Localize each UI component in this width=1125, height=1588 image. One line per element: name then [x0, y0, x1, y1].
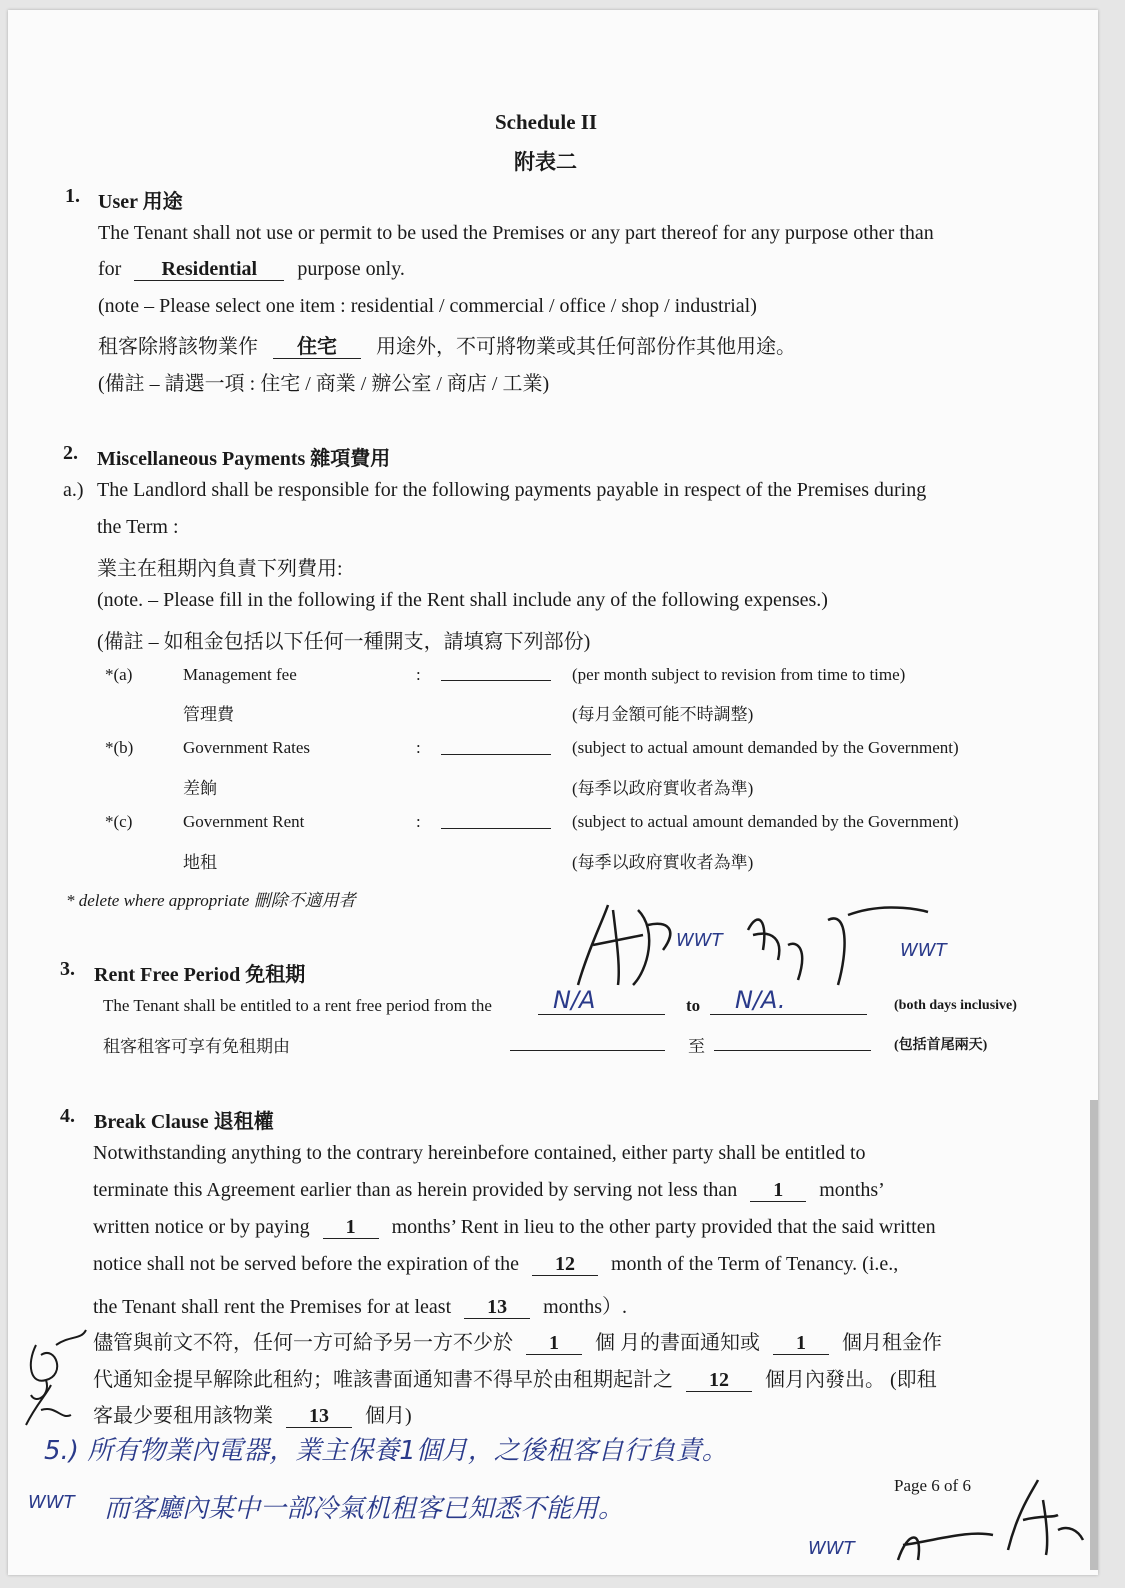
- misc-a-line2: the Term :: [97, 516, 179, 538]
- rent-free-from-value: N/A: [553, 986, 596, 1014]
- schedule-title: Schedule II: [495, 110, 598, 134]
- break-line4-text: notice shall not be served before the expiration of the: [93, 1253, 519, 1275]
- break-line4: [93, 1253, 898, 1276]
- misc-item-b-blank: [441, 754, 551, 755]
- break-line2-text: terminate this Agreement earlier than as herein provided by serving not less than: [93, 1179, 738, 1201]
- user-clause-line1: The Tenant shall not use or permit to be used the Premises or any part thereof for any purpose other than: [98, 222, 934, 244]
- break-line2: [93, 1179, 885, 1202]
- misc-item-b-key: *(b): [105, 738, 134, 757]
- break-zh1-end: 個月租金作: [842, 1332, 942, 1354]
- rent-free-inclusive-zh: (包括首尾兩天): [894, 1038, 988, 1053]
- rent-free-line-en: The Tenant shall be entitled to a rent free period from the: [103, 996, 492, 1015]
- rent-free-line-zh: 租客租客可享有免租期由: [103, 1037, 290, 1056]
- section-2-heading: Miscellaneous Payments 雜項費用: [97, 448, 391, 470]
- section-3-heading: Rent Free Period 免租期: [94, 964, 306, 986]
- misc-item-a-name-zh: 管理費: [183, 705, 234, 724]
- initials-wwt-4: WWT: [808, 1538, 855, 1559]
- break-zh-line3: [93, 1399, 412, 1428]
- rent-free-from-blank-zh: [510, 1050, 665, 1051]
- section-2-number: 2.: [63, 442, 78, 464]
- bottom-signature-stroke: [878, 1510, 998, 1570]
- break-zh2-end: 個月內發出。 (即租: [765, 1369, 937, 1391]
- schedule-title-zh: 附表二: [514, 150, 577, 174]
- zh-min-months: 13: [286, 1405, 352, 1428]
- zh-rent-months: 1: [773, 1332, 829, 1355]
- break-zh1-text: 儘管與前文不符，任何一方可給予另一方不少於: [93, 1332, 513, 1354]
- user-note-en: (note – Please select one item : residential / commercial / office / shop / industrial): [98, 295, 757, 317]
- misc-item-c-blank: [441, 828, 551, 829]
- misc-item-b-colon: :: [416, 738, 421, 757]
- rent-free-to-value: N/A.: [735, 986, 786, 1014]
- rent-free-to-zh: 至: [688, 1037, 705, 1056]
- misc-item-c-colon: :: [416, 812, 421, 831]
- initials-wwt-2: WWT: [900, 940, 947, 961]
- user-zh-pre: 租客除將該物業作: [98, 336, 258, 358]
- misc-item-b-desc-zh: (每季以政府實收者為準): [572, 779, 754, 798]
- expiry-month: 12: [532, 1253, 598, 1276]
- misc-item-a-name: Management fee: [183, 665, 297, 684]
- break-zh2-text: 代通知金提早解除此租約；唯該書面通知書不得早於由租期起計之: [93, 1369, 673, 1391]
- break-line5-end: months）.: [543, 1296, 628, 1318]
- misc-item-c-desc: (subject to actual amount demanded by the Government): [572, 812, 959, 831]
- misc-a-zh: 業主在租期內負責下列費用:: [97, 558, 343, 580]
- misc-item-a-blank: [441, 680, 551, 681]
- rent-free-to-blank: [710, 1014, 867, 1015]
- use-value-zh: 住宅: [273, 336, 361, 359]
- misc-a-line1: The Landlord shall be responsible for the following payments payable in respect of the Premises during: [97, 479, 927, 501]
- break-zh-line1: [93, 1326, 942, 1355]
- delete-note: * delete where appropriate 刪除不適用者: [66, 891, 356, 910]
- section-1-number: 1.: [65, 185, 80, 207]
- user-clause-zh: [98, 330, 796, 359]
- section-1-heading: User 用途: [98, 191, 183, 213]
- rent-in-lieu-months: 1: [323, 1216, 379, 1239]
- break-line5: [93, 1290, 627, 1319]
- misc-item-a-colon: :: [416, 665, 421, 684]
- zh-expiry-month: 12: [686, 1369, 752, 1392]
- misc-item-c-desc-zh: (每季以政府實收者為準): [572, 853, 754, 872]
- section-4-number: 4.: [60, 1105, 75, 1127]
- break-zh3-text: 客最少要租用該物業: [93, 1405, 273, 1427]
- misc-a-label: a.): [63, 479, 84, 501]
- initials-wwt-3: WWT: [28, 1492, 75, 1513]
- break-line5-text: the Tenant shall rent the Premises for at least: [93, 1296, 452, 1318]
- misc-item-c-key: *(c): [105, 812, 133, 831]
- break-line3-end: months’ Rent in lieu to the other party provided that the said written: [391, 1216, 936, 1238]
- user-zh-post: 用途外，不可將物業或其任何部份作其他用途。: [376, 336, 796, 358]
- misc-item-a-desc: (per month subject to revision from time to time): [572, 665, 906, 684]
- min-months: 13: [464, 1296, 530, 1319]
- rent-free-to-blank-zh: [714, 1050, 871, 1051]
- misc-item-c-name: Government Rent: [183, 812, 305, 831]
- misc-note-zh: (備註 – 如租金包括以下任何一種開支，請填寫下列部份): [97, 631, 591, 653]
- break-line1: Notwithstanding anything to the contrary hereinbefore contained, either party shall be entitled to: [93, 1142, 866, 1164]
- break-line4-end: month of the Term of Tenancy. (i.e.,: [610, 1253, 899, 1275]
- misc-item-c-name-zh: 地租: [183, 853, 217, 872]
- break-zh3-end: 個月): [365, 1405, 412, 1427]
- misc-item-a-key: *(a): [105, 665, 133, 684]
- section-4-heading: Break Clause 退租權: [94, 1111, 274, 1133]
- purpose-only: purpose only.: [297, 258, 405, 280]
- rent-free-inclusive: (both days inclusive): [894, 998, 1017, 1013]
- rent-free-to-label: to: [686, 996, 701, 1015]
- break-line3-text: written notice or by paying: [93, 1216, 310, 1238]
- section-3-number: 3.: [60, 958, 75, 980]
- margin-initial-signature: [16, 1325, 96, 1435]
- notice-months: 1: [750, 1179, 806, 1202]
- misc-item-b-desc: (subject to actual amount demanded by the Government): [572, 738, 959, 757]
- break-zh-line2: [93, 1363, 937, 1392]
- bottom-right-signature: [998, 1470, 1088, 1560]
- document-page: [8, 10, 1098, 1575]
- scrollbar[interactable]: [1090, 1100, 1098, 1570]
- use-value: Residential: [134, 258, 284, 281]
- rent-free-from-blank: [538, 1014, 665, 1015]
- zh-notice-months: 1: [526, 1332, 582, 1355]
- break-line3: [93, 1216, 936, 1239]
- break-line2-end: months’: [819, 1179, 885, 1201]
- page-number: Page 6 of 6: [894, 1476, 971, 1495]
- misc-item-b-name-zh: 差餉: [183, 779, 217, 798]
- user-clause-line2: [98, 258, 405, 281]
- initials-wwt-1: WWT: [676, 930, 723, 951]
- for-label: for: [98, 258, 122, 280]
- misc-note-en: (note. – Please fill in the following if the Rent shall include any of the following expenses.): [97, 589, 828, 611]
- misc-item-b-name: Government Rates: [183, 738, 310, 757]
- handwritten-note-line2: 而客廳內某中一部冷氣机租客已知悉不能用。: [104, 1494, 625, 1524]
- break-zh1-mid: 個 月的書面通知或: [595, 1332, 760, 1354]
- handwritten-note-line1: 5.) 所有物業內電器，業主保養1個月，之後租客自行負責。: [44, 1436, 728, 1466]
- user-note-zh: (備註 – 請選一項 : 住宅 / 商業 / 辦公室 / 商店 / 工業): [98, 373, 550, 395]
- misc-item-a-desc-zh: (每月金額可能不時調整): [572, 705, 754, 724]
